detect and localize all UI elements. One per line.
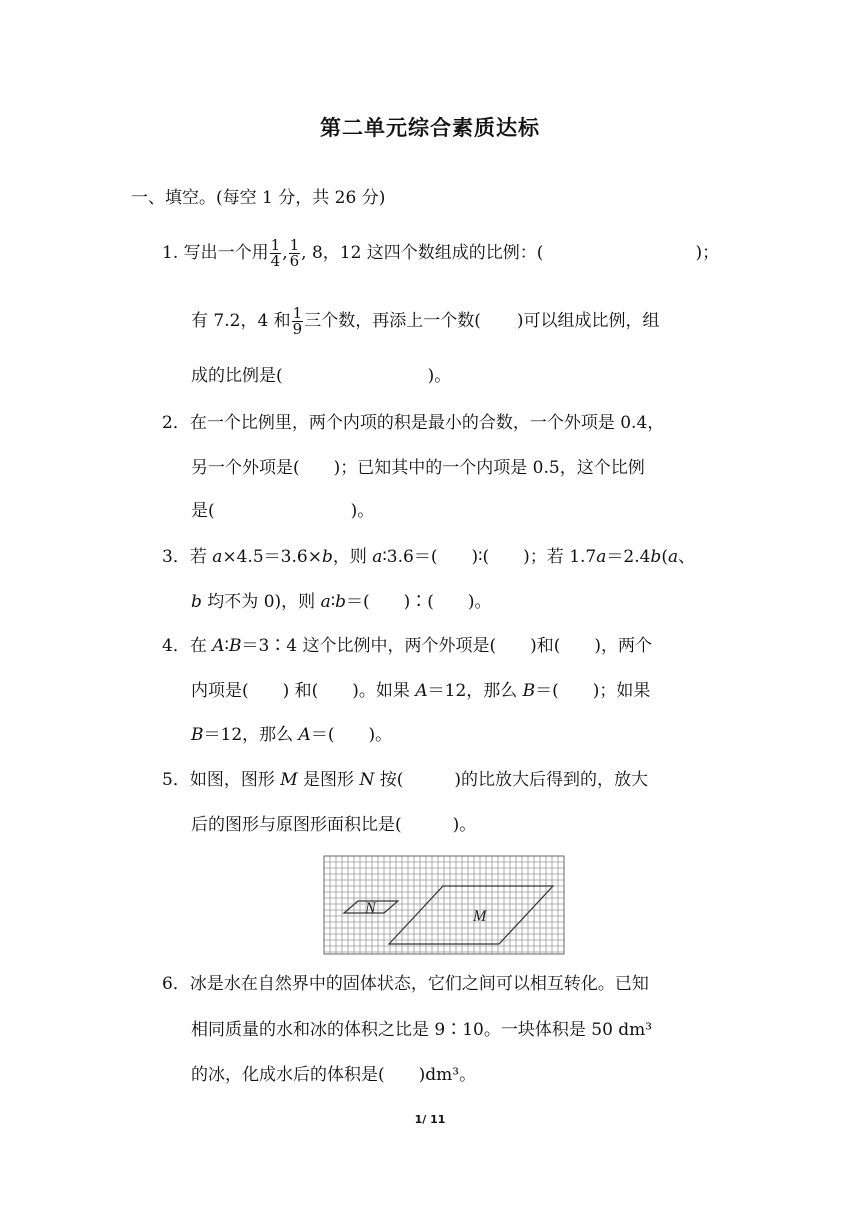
q5-line-1: 5．如图，图形 M 是图形 N 按( )的比放大后得到的，放大: [162, 770, 649, 790]
grid-lines: [324, 856, 564, 954]
fraction-one-ninth: $\frac{1}{9}$: [292, 304, 303, 338]
label-m: M: [473, 908, 487, 925]
q2-line-2: 另一个外项是( )；已知其中的一个内项是 0.5，这个比例: [191, 458, 645, 478]
page-number: 1/ 11: [414, 1113, 446, 1126]
q1-text-pre: 写出一个用: [183, 243, 269, 263]
grid-figure: [323, 855, 565, 959]
section-heading: 一、填空。(每空 1 分，共 26 分): [131, 188, 386, 208]
q1-number: 1.: [162, 243, 179, 263]
grid-svg: [323, 855, 565, 955]
q4-line-1: 4．在 A∶B＝3∶4 这个比例中，两个外项是( )和( )，两个: [162, 636, 653, 656]
q6-line-1: 6．冰是水在自然界中的固体状态，它们之间可以相互转化。已知: [162, 974, 649, 994]
q3-line-1: 3．若 a×4.5＝3.6×b，则 a∶3.6＝( )∶( )；若 1.7a＝2.4b(a、: [162, 547, 696, 567]
q6-line-2: 相同质量的水和冰的体积之比是 9∶10。一块体积是 50 dm³: [191, 1020, 653, 1040]
q1-line-2: 有 7.2，4 和 $\frac{1}{9}$ 三个数，再添上一个数( )可以组成比例，组: [191, 304, 660, 338]
q4-line-2: 内项是( ) 和( )。如果 A＝12，那么 B＝( )；如果: [191, 681, 651, 701]
q5-line-2: 后的图形与原图形面积比是( )。: [191, 815, 477, 835]
q2-line-1: 2．在一个比例里，两个内项的积是最小的合数，一个外项是 0.4，: [162, 413, 665, 433]
page-title: 第二单元综合素质达标: [320, 116, 540, 140]
q1-text-mid: , 8，12 这四个数组成的比例：(: [301, 243, 544, 263]
fraction-one-sixth: $\frac{1}{6}$: [289, 236, 300, 270]
q3-line-2: b 均不为 0)，则 a∶b＝( )∶( )。: [191, 592, 492, 612]
label-n: N: [365, 900, 376, 917]
q6-line-3: 的冰，化成水后的体积是( )dm³。: [191, 1065, 477, 1085]
fraction-one-quarter: $\frac{1}{4}$: [270, 236, 281, 270]
q1-line-1: 1. 写出一个用 $\frac{1}{4}$ , $\frac{1}{6}$ , 8，12 这四个数组成的比例：( )；: [162, 236, 720, 270]
q1-line-3: 成的比例是( )。: [191, 366, 452, 386]
q2-line-3: 是( )。: [191, 501, 375, 521]
q4-line-3: B＝12，那么 A＝( )。: [191, 725, 393, 745]
